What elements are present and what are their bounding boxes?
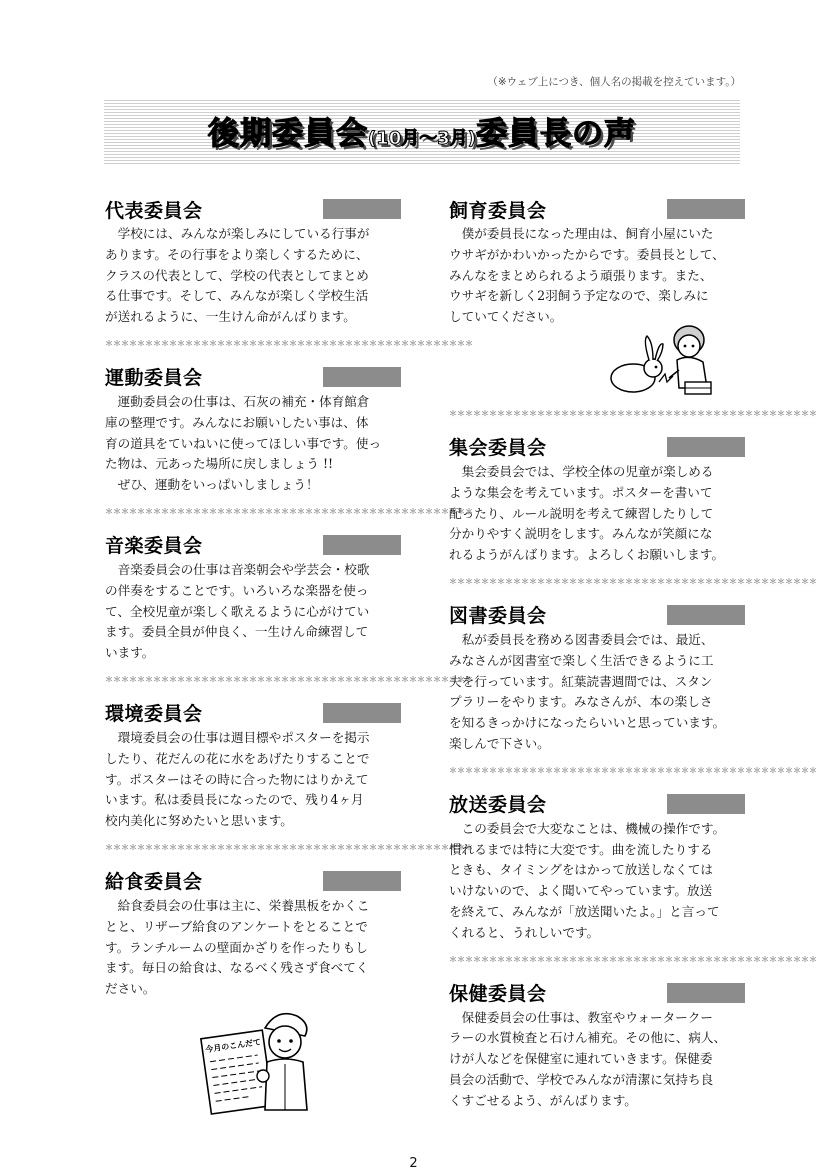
redacted-name [323,199,401,219]
committee-section [105,196,401,328]
redacted-name [323,367,401,387]
redacted-name [667,199,745,219]
body-line: 私が委員長を務める図書委員会では、最近、 [449,631,714,647]
body-line: れるようがんばります。よろしくお願いします。 [449,547,725,563]
body-line: ます。委員全員が仲良く、一生けん命練習して [105,624,369,640]
body-line: の伴奏をすることです。いろいろな楽器を使っ [105,582,369,598]
section-body [449,462,745,566]
privacy-notice: （※ウェブ上につき、個人名の掲載を控えています。） [487,76,741,88]
committee-section [449,602,745,755]
committee-section [449,434,745,566]
committee-section [449,196,745,328]
body-line: していてください。 [449,309,563,325]
body-line: 夫を行っています。紅葉読書週間では、スタン [449,673,713,689]
redacted-name [323,871,401,891]
body-line: 僕が委員長になった理由は、飼育小屋にいた [449,226,714,241]
body-line: この委員会で大変なことは、機械の操作です。 [449,820,726,836]
body-line: したり、花だんの花に水をあげたりすることで [105,750,370,766]
body-line: ときも、タイミングをはかって放送しなくては [449,862,713,878]
page-number: 2 [409,1156,418,1171]
redacted-name [667,794,745,814]
committee-section [449,791,745,944]
body-line: 環境委員会の仕事は週目標やポスターを掲示 [105,729,370,745]
body-line: す。ポスターはその時に合った物にはりかえて [105,771,369,787]
body-line: 音楽委員会の仕事は音楽朝会や学芸会・校歌 [105,561,370,577]
body-line: 校内美化に努めたいと思います。 [105,813,293,829]
star-separator: ＊＊＊＊＊＊＊＊＊＊＊＊＊＊＊＊＊＊＊＊＊＊＊＊＊＊＊＊＊＊＊＊＊＊＊＊＊＊＊＊＊＊＊＊＊＊ [105,842,473,852]
body-line: ウサギを新しく2羽飼う予定なので、楽しみに [449,288,709,304]
body-line: いけないので、よく聞いてやっています。放送 [449,883,713,899]
body-line: ウサギがかわいかったからです。委員長として、 [449,246,725,262]
star-separator: ＊＊＊＊＊＊＊＊＊＊＊＊＊＊＊＊＊＊＊＊＊＊＊＊＊＊＊＊＊＊＊＊＊＊＊＊＊＊＊＊＊＊＊＊＊＊ [449,576,817,586]
redacted-name [667,605,745,625]
star-separator: ＊＊＊＊＊＊＊＊＊＊＊＊＊＊＊＊＊＊＊＊＊＊＊＊＊＊＊＊＊＊＊＊＊＊＊＊＊＊＊＊＊＊＊＊＊＊ [449,765,817,775]
body-line: ような集会を考えています。ポスターを書いて [449,484,713,500]
body-line: くれると、うれしいです。 [449,924,600,940]
redacted-name [323,703,401,723]
body-line: ぜひ、運動をいっぱいしましょう！ [105,477,319,493]
body-line: みんなをまとめられるよう頑張ります。また、 [449,267,713,283]
body-line: が送れるように、一生けん命がんばります。 [105,309,356,325]
section-title: 音楽委員会 [105,535,203,558]
body-line: います。私は委員長になったので、残り4ヶ月 [105,792,364,808]
section-title: 集会委員会 [449,437,547,460]
body-line: 保健委員会の仕事は、教室やウォータークー [449,1009,713,1025]
menu-caption: 今月のこんだて [204,1037,262,1055]
body-line: 給食委員会の仕事は主に、栄養黒板をかくこ [105,897,370,913]
body-line: あります。その行事をより楽しくするために、 [105,246,369,262]
body-line: います。 [105,645,155,661]
section-title: 給食委員会 [105,871,203,894]
body-line: みなさんが図書室で楽しく生活できるように工 [449,652,714,668]
body-line: けが人などを保健室に連れていきます。保健委 [449,1051,713,1067]
title-period: (10月～3月) [367,128,477,149]
body-line: 集会委員会では、学校全体の児童が楽しめる [449,463,714,479]
section-title: 保健委員会 [449,983,547,1006]
body-line: ラーの水質検査と石けん補充。その他に、病人、 [449,1030,727,1046]
body-line: 楽しんで下さい。 [449,735,550,751]
body-line: 慣れるまでは特に大変です。曲を流したりする [449,841,713,857]
section-title: 飼育委員会 [449,199,547,222]
committee-section [105,700,401,832]
rabbit-feeding-illustration [599,322,719,398]
body-line: て、全校児童が楽しく歌えるように心がけてい [105,603,370,619]
lunch-menu-illustration [197,1006,317,1116]
star-separator: ＊＊＊＊＊＊＊＊＊＊＊＊＊＊＊＊＊＊＊＊＊＊＊＊＊＊＊＊＊＊＊＊＊＊＊＊＊＊＊＊＊＊＊＊＊＊ [105,674,473,684]
section-body [449,630,745,755]
section-title: 環境委員会 [105,703,203,726]
body-line: 育の道具をていねいに使ってほしい事です。使っ [105,435,382,451]
star-separator: ＊＊＊＊＊＊＊＊＊＊＊＊＊＊＊＊＊＊＊＊＊＊＊＊＊＊＊＊＊＊＊＊＊＊＊＊＊＊＊＊＊＊＊＊＊＊ [105,506,473,516]
committee-section [105,868,401,1000]
left-column [105,196,473,1116]
body-line: 庫の整理です。みんなにお願いしたい事は、体 [105,414,369,430]
committee-section [105,364,401,496]
star-separator: ＊＊＊＊＊＊＊＊＊＊＊＊＊＊＊＊＊＊＊＊＊＊＊＊＊＊＊＊＊＊＊＊＊＊＊＊＊＊＊＊＊＊＊＊＊＊ [449,408,817,418]
section-title: 代表委員会 [105,199,203,222]
body-line: 員会の活動で、学校でみんなが清潔に気持ち良 [449,1071,714,1087]
section-body [449,819,745,944]
body-line: ださい。 [105,981,156,997]
section-title: 図書委員会 [449,605,547,628]
title-main-a: 後期委員会 [207,116,368,152]
body-line: 配ったり、ルール説明を考えて練習したりして [449,505,714,521]
body-line: プラリーをやります。みなさんが、本の楽しさ [449,694,713,710]
section-body [105,560,401,664]
page-title [104,108,740,153]
committee-section [449,980,745,1112]
section-body [105,728,401,832]
body-line: ます。毎日の給食は、なるべく残さず食べてく [105,960,369,976]
section-body [449,1008,745,1112]
body-line: を知るきっかけになったらいいと思っています。 [449,715,726,731]
body-line: 運動委員会の仕事は、石灰の補充・体育館倉 [105,393,370,409]
star-separator: ＊＊＊＊＊＊＊＊＊＊＊＊＊＊＊＊＊＊＊＊＊＊＊＊＊＊＊＊＊＊＊＊＊＊＊＊＊＊＊＊＊＊＊＊＊＊ [105,338,473,348]
redacted-name [667,983,745,1003]
body-line: る仕事です。そして、みんなが楽しく学校生活 [105,288,369,304]
redacted-name [323,535,401,555]
body-line: 学校には、みんなが楽しみにしている行事が [105,226,370,241]
star-separator: ＊＊＊＊＊＊＊＊＊＊＊＊＊＊＊＊＊＊＊＊＊＊＊＊＊＊＊＊＊＊＊＊＊＊＊＊＊＊＊＊＊＊＊＊＊＊ [449,954,817,964]
body-line: す。ランチルームの壁面かざりを作ったりもし [105,939,368,955]
body-line: とと、リザーブ給食のアンケートをとることで [105,918,368,934]
body-line: た物は、元あった場所に戻しましょう !! [105,456,334,472]
title-banner [104,98,740,164]
right-column [449,196,817,1112]
section-body [105,392,401,496]
section-title: 放送委員会 [449,794,547,817]
title-main-b: 委員長の声 [476,116,637,152]
committee-section [105,532,401,664]
section-body [105,896,401,1000]
body-line: 分かりやすく説明をします。みんなが笑顔にな [449,526,713,542]
section-body [449,224,745,328]
body-line: を終えて、みんなが「放送聞いたよ。」と言って [449,903,720,919]
body-line: クラスの代表として、学校の代表としてまとめ [105,267,369,283]
section-title: 運動委員会 [105,367,203,390]
redacted-name [667,437,745,457]
body-line: くすごせるよう、がんばります。 [449,1092,637,1108]
section-body [105,224,401,328]
